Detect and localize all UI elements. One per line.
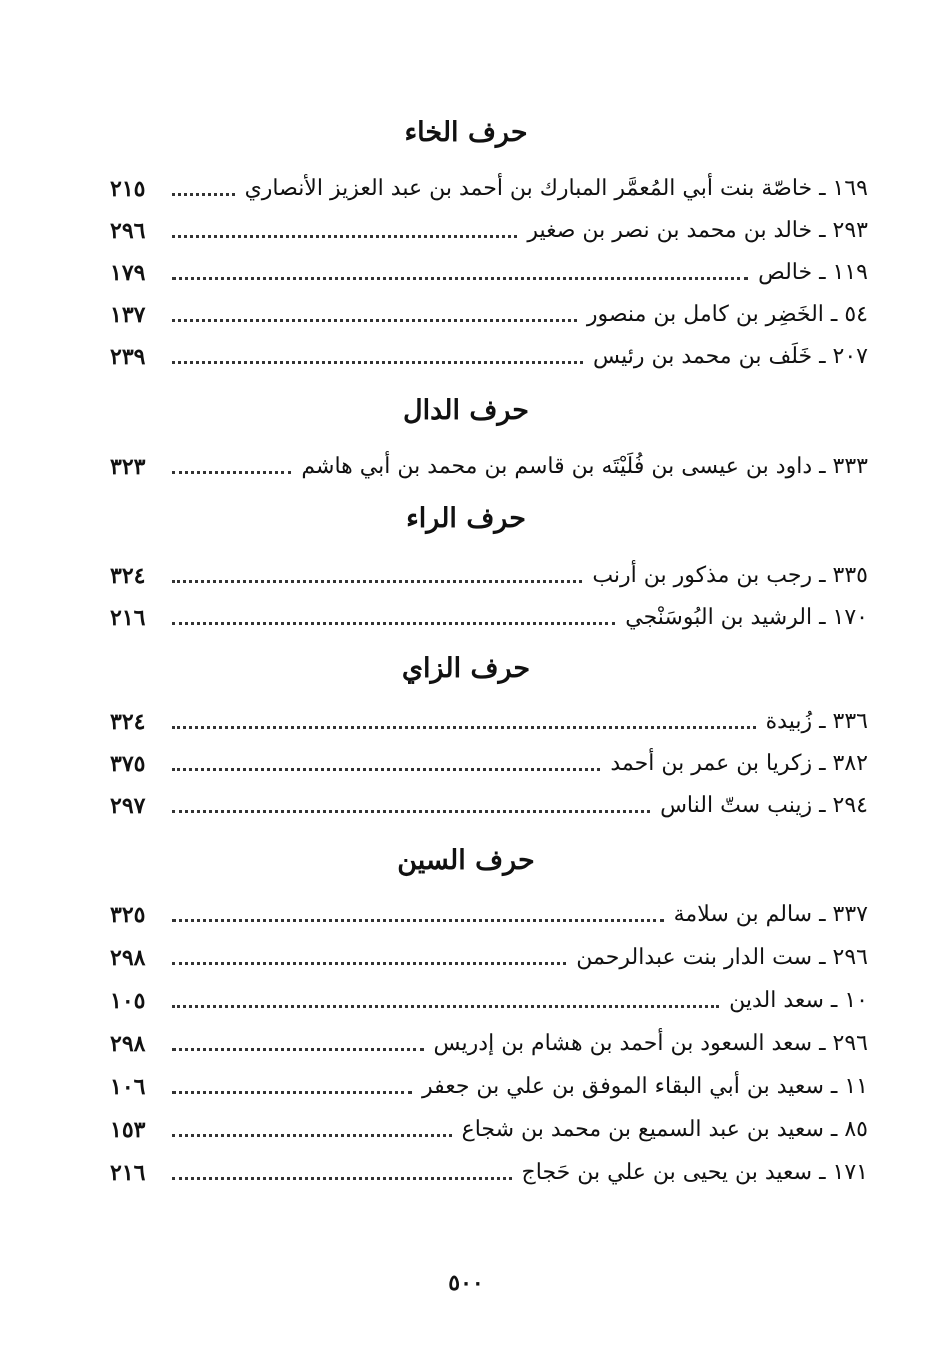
index-entry — [110, 555, 868, 591]
entry-name: ٣٣٥ ـ رجب بن مذكور بن أرنب — [592, 563, 868, 588]
entry-page-number: ٣٢٤ — [110, 709, 146, 735]
section-heading-zay: حرف الزاي — [401, 653, 531, 684]
page-number: ٥٠٠ — [448, 1270, 484, 1296]
entry-page-number: ١٧٩ — [110, 260, 146, 286]
entry-page-number: ٢٣٩ — [110, 344, 146, 370]
leader-dots — [172, 918, 664, 922]
leader-dots — [172, 961, 566, 965]
index-entry — [110, 1066, 868, 1102]
entry-name: ١٠ ـ سعد الدين — [729, 988, 868, 1013]
entry-name: ٢٩٤ ـ زينب ستّ الناس — [660, 793, 868, 818]
entry-page-number: ٢٩٦ — [110, 218, 146, 244]
entry-name: ٣٣٧ ـ سالم بن سلامة — [673, 902, 868, 927]
leader-dots — [172, 1176, 512, 1180]
index-entry — [110, 701, 868, 737]
entry-page-number: ٢٩٧ — [110, 793, 146, 819]
entry-page-number: ١٠٦ — [110, 1074, 146, 1100]
leader-dots — [172, 725, 756, 729]
leader-dots — [172, 767, 600, 771]
section-heading-kha: حرف الخاء — [404, 117, 528, 148]
leader-dots — [172, 360, 583, 364]
leader-dots — [172, 1047, 424, 1051]
entry-page-number: ٢٩٨ — [110, 1031, 146, 1057]
index-entry — [110, 743, 868, 779]
entry-page-number: ٣٢٤ — [110, 563, 146, 589]
entry-page-number: ٢١٦ — [110, 605, 146, 631]
section-heading-ra: حرف الراء — [406, 503, 526, 534]
entry-page-number: ١٠٥ — [110, 988, 146, 1014]
entry-name: ١٦٩ ـ خاصّة بنت أبي المُعمَّر المبارك بن أحمد بن عبد العزيز الأنصاري — [244, 176, 868, 201]
leader-dots — [172, 621, 615, 625]
entry-page-number: ٢١٦ — [110, 1160, 146, 1186]
entry-name: ١٧١ ـ سعيد بن يحيى بن علي بن حَجاج — [521, 1160, 868, 1185]
index-entry — [110, 894, 868, 930]
index-entry — [110, 210, 868, 246]
leader-dots — [172, 809, 650, 813]
index-entry — [110, 937, 868, 973]
section-heading-dal: حرف الدال — [403, 395, 529, 426]
entry-name: ٨٥ ـ سعيد بن عبد السميع بن محمد بن شجاع — [461, 1117, 868, 1142]
entry-page-number: ٣٢٥ — [110, 902, 146, 928]
section-heading-sin: حرف السين — [397, 845, 535, 876]
entry-name: ٣٨٢ ـ زكريا بن عمر بن أحمد — [610, 751, 868, 776]
leader-dots — [172, 276, 748, 280]
entry-name: ٥٤ ـ الخَضِر بن كامل بن منصور — [586, 302, 868, 327]
leader-dots — [172, 318, 577, 322]
index-entry — [110, 1023, 868, 1059]
entry-page-number: ١٣٧ — [110, 302, 146, 328]
index-entry — [110, 1109, 868, 1145]
index-entry — [110, 168, 868, 204]
entry-name: ٢٩٣ ـ خالد بن محمد بن نصر بن صغير — [527, 218, 868, 243]
index-entry — [110, 980, 868, 1016]
entry-page-number: ٢٩٨ — [110, 945, 146, 971]
leader-dots — [172, 1133, 452, 1137]
leader-dots — [172, 470, 291, 474]
index-entry — [110, 294, 868, 330]
index-entry — [110, 446, 868, 482]
leader-dots — [172, 579, 582, 583]
leader-dots — [172, 192, 235, 196]
index-entry — [110, 1152, 868, 1188]
entry-page-number: ١٥٣ — [110, 1117, 146, 1143]
entry-name: ١١٩ ـ خالص — [758, 260, 868, 285]
entry-page-number: ٣٧٥ — [110, 751, 146, 777]
entry-page-number: ٢١٥ — [110, 176, 146, 202]
entry-name: ١٧٠ ـ الرشيد بن البُوسَنْجي — [625, 605, 868, 630]
leader-dots — [172, 1090, 412, 1094]
index-entry — [110, 252, 868, 288]
entry-name: ٢٠٧ ـ خَلَف بن محمد بن رئيس — [593, 344, 868, 369]
entry-name: ٣٣٣ ـ داود بن عيسى بن فُلَيْتَه بن قاسم بن محمد بن أبي هاشم — [301, 454, 868, 479]
entry-name: ١١ ـ سعيد بن أبي البقاء الموفق بن علي بن جعفر — [421, 1074, 868, 1099]
entry-name: ٢٩٦ ـ سعد السعود بن أحمد بن هشام بن إدريس — [433, 1031, 868, 1056]
leader-dots — [172, 234, 517, 238]
entry-name: ٣٣٦ ـ زُبيدة — [765, 709, 868, 734]
leader-dots — [172, 1004, 719, 1008]
entry-name: ٢٩٦ ـ ست الدار بنت عبدالرحمن — [576, 945, 868, 970]
index-entry — [110, 597, 868, 633]
entry-page-number: ٣٢٣ — [110, 454, 146, 480]
index-entry — [110, 336, 868, 372]
index-entry — [110, 785, 868, 821]
